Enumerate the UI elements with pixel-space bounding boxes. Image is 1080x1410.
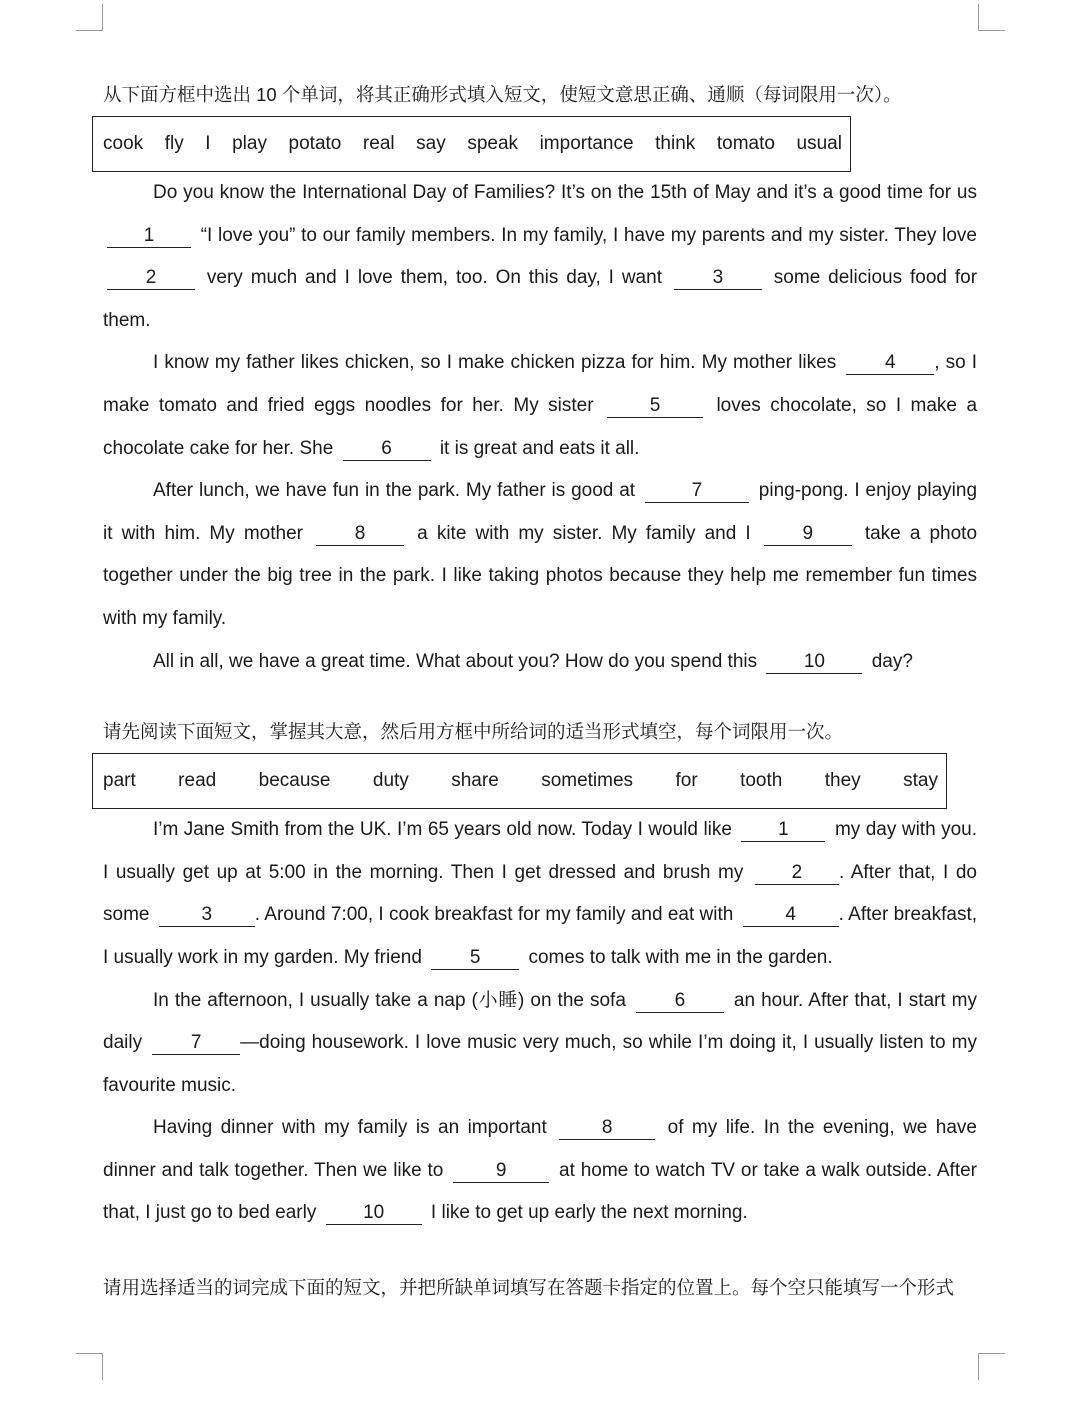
- section2-word-box: [92, 753, 947, 809]
- word-box-item: cook: [103, 133, 144, 154]
- section1-paragraph-2: I know my father likes chicken, so I make chicken pizza for him. My mother likes 4 , so I make tomato and fried eggs noodles for her. My sister 5 loves chocolate, so I make a chocolate cake for her. She 6 it is great and eats it all.: [103, 352, 978, 459]
- word-box-item: for: [675, 770, 698, 792]
- word-box-item: stay: [903, 770, 938, 792]
- corner-mark-top-left: [76, 4, 103, 31]
- word-box-item: real: [362, 133, 395, 154]
- blank-5: 5: [607, 396, 703, 418]
- section1-paragraph-4: All in all, we have a great time. What about you? How do you spend this 10 day?: [153, 650, 913, 672]
- word-box-item: play: [232, 133, 267, 154]
- blank-4: 4: [846, 353, 934, 375]
- blank-9: 9: [764, 524, 852, 546]
- word-box-item: potato: [288, 133, 342, 154]
- section1-paragraph-3: After lunch, we have fun in the park. My father is good at 7 ping-pong. I enjoy playing it with him. My mother 8 a kite with my sister. My family and I 9 take a photo together under the big tree in the park. I like taking photos because they help me remember fun times with my family.: [103, 480, 978, 629]
- blank-9: 9: [453, 1161, 549, 1183]
- corner-mark-bottom-left: [76, 1353, 103, 1380]
- section2-instruction: 请先阅读下面短文，掌握其大意，然后用方框中所给词的适当形式填空，每个词限用一次。: [103, 721, 844, 743]
- blank-1: 1: [741, 820, 825, 842]
- blank-3: 3: [674, 268, 762, 290]
- blank-2: 2: [755, 863, 839, 885]
- blank-3: 3: [159, 905, 255, 927]
- word-box-item: usual: [796, 133, 842, 154]
- blank-4: 4: [743, 905, 839, 927]
- section3-instruction: 请用选择适当的词完成下面的短文，并把所缺单词填写在答题卡指定的位置上。每个空只能填写一个形式: [103, 1277, 955, 1299]
- blank-6: 6: [343, 439, 431, 461]
- word-box-item: speak: [467, 133, 519, 154]
- blank-8: 8: [316, 524, 404, 546]
- word-box-item: sometimes: [541, 770, 634, 792]
- blank-10: 10: [766, 652, 862, 674]
- blank-1: 1: [107, 226, 191, 248]
- section2-paragraph-3: Having dinner with my family is an important 8 of my life. In the evening, we have dinner and talk together. Then we like to 9 at home to watch TV or take a walk outside. After that, I just go to bed early 10 I like to get up early the next morning.: [103, 1117, 978, 1224]
- section1-paragraph-1: Do you know the International Day of Families? It’s on the 15th of May and it’s a good time for us 1 “I love you” to our family members. In my family, I have my parents and my sister. They love 2 very much and I love them, too. On this day, I want 3 some delicious food for them.: [103, 182, 978, 331]
- word-box-item: they: [824, 770, 861, 792]
- word-box-item: duty: [372, 770, 409, 792]
- corner-mark-top-right: [978, 4, 1005, 31]
- word-box-item: think: [655, 133, 696, 154]
- blank-10: 10: [326, 1203, 422, 1225]
- section1-word-box: [92, 116, 851, 172]
- word-box-item: tomato: [716, 133, 775, 154]
- word-box-item: because: [258, 770, 331, 792]
- word-box-item: tooth: [740, 770, 783, 792]
- word-box-item: part: [103, 770, 136, 792]
- blank-7: 7: [152, 1033, 240, 1055]
- word-box-item: say: [416, 133, 446, 154]
- word-box-item: fly: [164, 133, 184, 154]
- section1-instruction: 从下面方框中选出 10 个单词，将其正确形式填入短文，使短文意思正确、通顺（每词限用一次）。: [103, 84, 902, 105]
- section2-paragraph-1: I’m Jane Smith from the UK. I’m 65 years old now. Today I would like 1 my day with you. I usually get up at 5:00 in the morning. Then I get dressed and brush my 2 . After that, I do some 3 . Around 7:00, I cook breakfast for my family and eat with 4 . After breakfast, I usually work in my garden. My friend 5 comes to talk with me in the garden.: [103, 819, 978, 968]
- blank-7: 7: [645, 481, 749, 503]
- section2-paragraph-2: In the afternoon, I usually take a nap (小睡) on the sofa 6 an hour. After that, I start my daily 7 —doing housework. I love music very much, so while I’m doing it, I usually listen to my favourite music.: [103, 989, 977, 1096]
- document-body: [103, 76, 977, 1307]
- blank-5: 5: [431, 948, 519, 970]
- blank-6: 6: [636, 991, 724, 1013]
- word-box-item: share: [451, 770, 499, 792]
- word-box-item: I: [205, 133, 211, 154]
- corner-mark-bottom-right: [978, 1353, 1005, 1380]
- word-box-item: importance: [539, 133, 634, 154]
- word-box-item: read: [178, 770, 217, 792]
- blank-8: 8: [559, 1118, 655, 1140]
- blank-2: 2: [107, 268, 195, 290]
